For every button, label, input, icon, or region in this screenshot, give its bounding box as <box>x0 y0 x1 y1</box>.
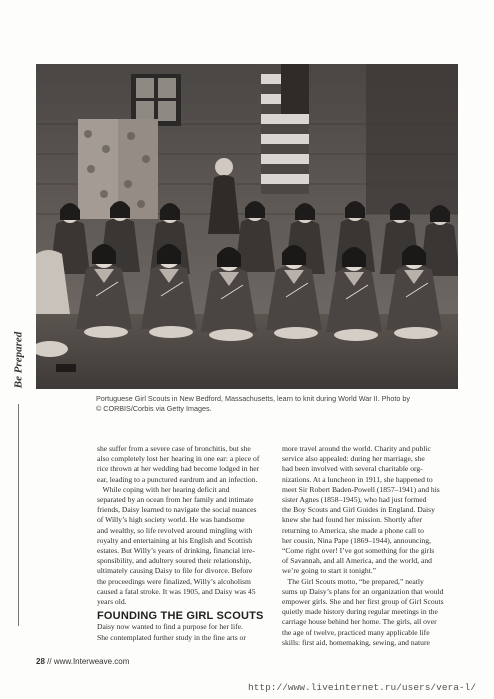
body-line: and wealthy, so life revolved around mingling with <box>97 525 253 535</box>
body-line: The Girl Scouts motto, “be prepared,” neatly <box>282 576 424 586</box>
body-line: sister Agnes (1858–1945), who had just formed <box>282 495 427 505</box>
body-line: the age of twelve, practiced many applicable life <box>282 627 430 637</box>
body-line: her cousin, Nina Pape (1869–1944), announcing, <box>282 535 431 545</box>
section-heading: FOUNDING THE GIRL SCOUTS <box>97 610 264 623</box>
body-line: royalty and entertaining at his English and Scottish <box>97 535 253 545</box>
watermark-url: http://www.liveinternet.ru/users/vera-l/ <box>248 682 477 693</box>
section-label-text: Be Prepared <box>12 331 25 389</box>
body-line: had been involved with several charitable org- <box>282 464 423 474</box>
body-line: meet Sir Robert Baden-Powell (1857–1941) and his <box>282 484 440 494</box>
body-line: she suffer from a severe case of bronchitis, but she <box>97 444 251 453</box>
body-line: the Boy Scouts and Girl Guides in England. Daisy <box>282 505 435 515</box>
knitting-photo <box>36 64 458 389</box>
page-footer <box>36 657 129 666</box>
body-line: “Come right over! I’ve got something for the girls <box>282 546 435 556</box>
caption-line: Portuguese Girl Scouts in New Bedford, Massachusetts, learn to knit during World War II. Photo by <box>96 394 410 403</box>
body-line: service also appealed: during her marriage, she <box>282 454 425 464</box>
body-line: ear, leading to a punctured eardrum and an infection. <box>97 474 258 484</box>
caption-line: © CORBIS/Corbis via Getty Images. <box>96 403 212 413</box>
side-rule <box>18 404 19 626</box>
left-column <box>97 444 305 643</box>
footer-site-link[interactable]: www.Interweave.com <box>53 657 130 666</box>
body-line: we’re going to start it tonight.” <box>282 566 377 576</box>
body-line: sums up Daisy’s plans for an organization that would <box>282 586 444 596</box>
footer-separator: // <box>47 657 52 666</box>
body-line: skills: first aid, homemaking, sewing, and nature <box>282 637 430 647</box>
body-line: years old. <box>97 597 127 607</box>
body-line: estates. But Willy’s years of drinking, financial irre- <box>97 546 255 556</box>
body-line: also completely lost her hearing in one ear: a piece of <box>97 454 260 464</box>
body-line: the proceedings were finalized, Willy’s alcoholism <box>97 576 251 586</box>
body-line: Daisy now wanted to find a purpose for her life. <box>97 622 243 632</box>
body-line: carriage house behind her home. The girls, all over <box>282 617 437 627</box>
body-line: While coping with her hearing deficit and <box>97 484 230 494</box>
page-number: 28 <box>36 657 45 666</box>
body-line: sponsibility, and adultery soured their relationship, <box>97 556 252 566</box>
body-line: of Savannah, and all America, and the world, and <box>282 556 432 566</box>
body-line: of Willy’s high society world. He was handsome <box>97 515 245 525</box>
body-line: friends, Daisy learned to navigate the social nuances <box>97 505 257 515</box>
body-line: quietly made history during regular meetings in the <box>282 607 438 617</box>
body-line: caused a fatal stroke. It was 1905, and Daisy was 45 <box>97 586 256 596</box>
right-column <box>282 444 490 648</box>
body-line: knew she had found her mission. Shortly after <box>282 515 423 525</box>
body-line: separated by an ocean from her family and intimate <box>97 495 254 505</box>
body-line: nizations. At a luncheon in 1911, she happened to <box>282 474 433 484</box>
section-label <box>6 320 30 400</box>
photo-caption <box>96 394 448 413</box>
photo-illustration <box>36 64 458 389</box>
body-line: rice thrown at her wedding had become lodged in her <box>97 464 260 474</box>
body-line: She contemplated further study in the fine arts or <box>97 632 246 642</box>
body-line: ultimately causing Daisy to file for divorce. Before <box>97 566 253 576</box>
body-line: empower girls. She and her first group of Girl Scouts <box>282 597 444 607</box>
body-line: returning to America, she made a phone call to <box>282 525 424 535</box>
body-line: more travel around the world. Charity and public <box>282 444 431 453</box>
